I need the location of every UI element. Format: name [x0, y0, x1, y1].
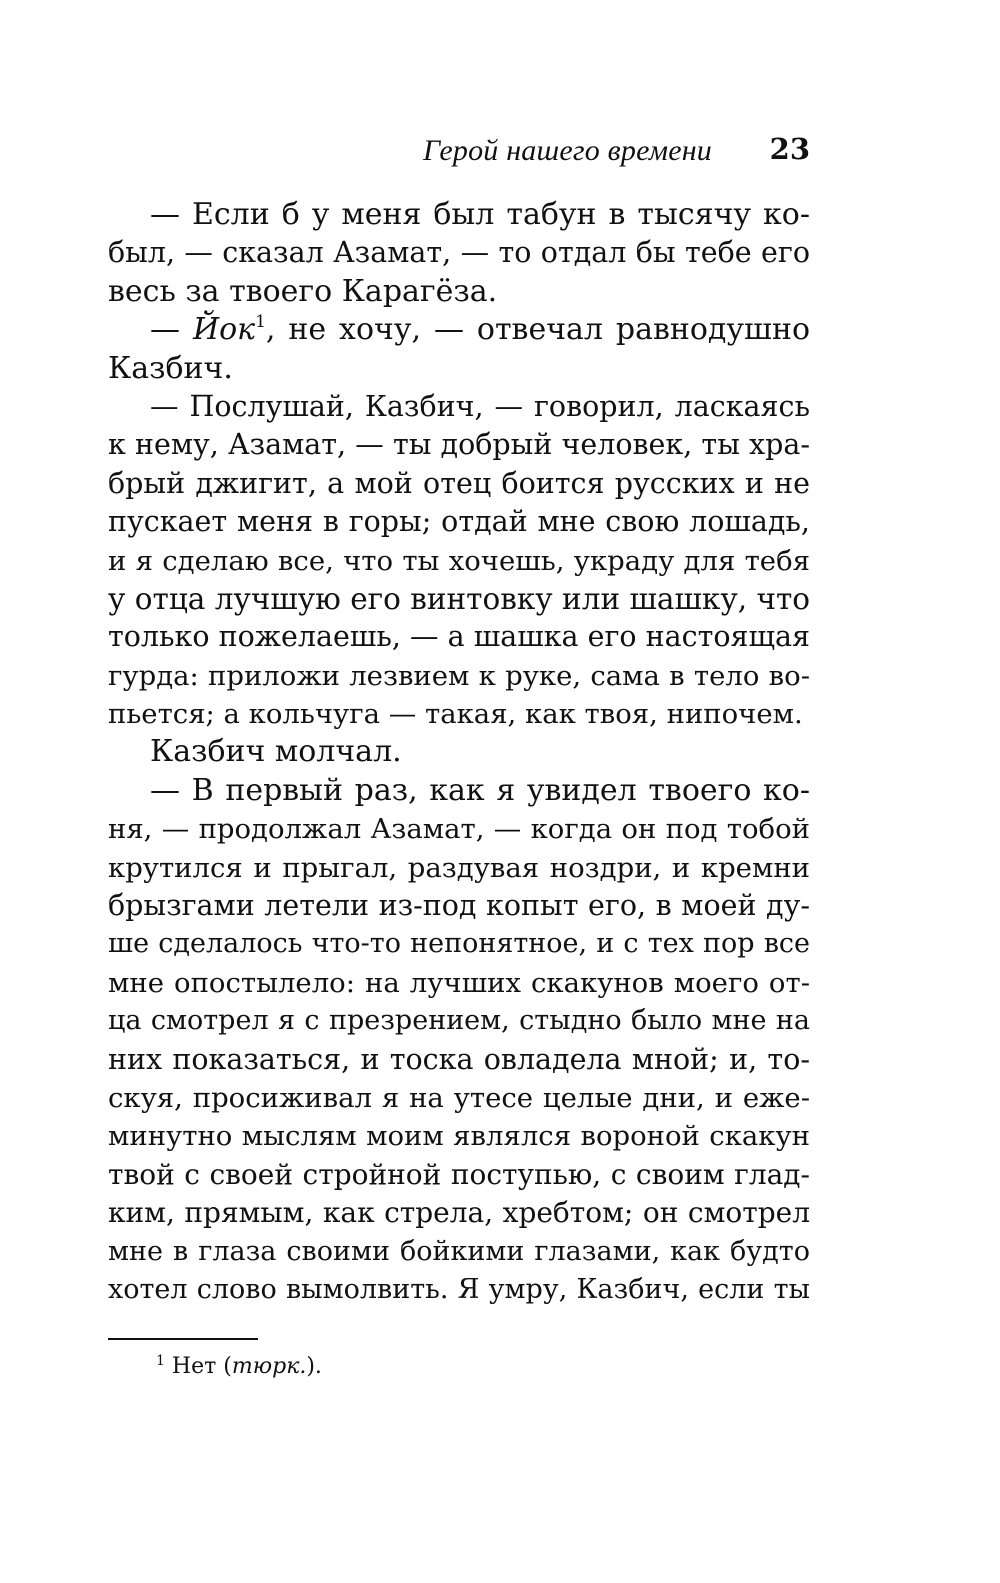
- text-line: ня, — продолжал Азамат, — когда он под тобой: [108, 813, 810, 846]
- running-header: [108, 130, 810, 174]
- text-line: весь за твоего Карагёза.: [108, 273, 498, 309]
- text-line: [108, 311, 810, 349]
- paragraph-5: [108, 772, 810, 1309]
- text-line: твой с своей стройной поступью, с своим глад-: [108, 1157, 810, 1191]
- paragraph-2: [108, 311, 810, 388]
- paragraph-3: [108, 388, 810, 734]
- page-number: 23: [769, 132, 810, 166]
- text-line: у отца лучшую его винтовку или шашку, что: [108, 581, 811, 616]
- text-line: хотел слово вымолвить. Я умру, Казбич, если ты: [108, 1273, 810, 1305]
- text-run: , не хочу, — отвечал равнодушно: [265, 312, 810, 348]
- text-line: — Послушай, Казбич, — говорил, ласкаясь: [150, 389, 810, 423]
- text-line: Казбич молчал.: [150, 734, 402, 770]
- text-line: Казбич.: [108, 350, 233, 386]
- text-line: и я сделаю все, что ты хочешь, украду для тебя: [108, 544, 810, 577]
- text-line: ца смотрел я с презрением, стыдно было мне на: [108, 1005, 810, 1037]
- text-line: был, — сказал Азамат, — то отдал бы тебе его: [108, 236, 810, 270]
- footnote-text: Нет (: [164, 1354, 232, 1379]
- footnote: [156, 1352, 322, 1382]
- text-line: к нему, Азамат, — ты добрый человек, ты хра-: [108, 428, 810, 462]
- text-line: — Если б у меня был табун в тысячу ко-: [150, 197, 810, 232]
- text-line: брызгами летели из-под копыт его, в моей ду-: [108, 889, 810, 923]
- text-line: только пожелаешь, — а шашка его настоящая: [108, 620, 810, 654]
- text-line: пускает меня в горы; отдай мне свою лошадь,: [108, 505, 810, 539]
- footnote-text-end: ).: [306, 1354, 322, 1379]
- paragraph-4: [108, 733, 810, 771]
- text-line: гурда: приложи лезвием к руке, сама в тело во-: [108, 659, 810, 692]
- running-title: Герой нашего времени: [423, 134, 712, 167]
- text-line: крутился и прыгал, раздувая ноздри, и кремни: [108, 851, 810, 884]
- footnote-italic: тюрк.: [231, 1354, 307, 1379]
- italic-word: Йок: [192, 312, 256, 348]
- text-line: брый джигит, а мой отец боится русских и не: [108, 466, 810, 500]
- text-line: ким, прямым, как стрела, хребтом; он смотрел: [108, 1196, 810, 1230]
- text-line: мне в глаза своими бойкими глазами, как будто: [108, 1235, 810, 1267]
- text-line: пьется; а кольчуга — такая, как твоя, нипочем.: [108, 698, 803, 731]
- dash: —: [150, 312, 193, 348]
- text-line: мне опостылело: на лучших скакунов моего от-: [108, 966, 810, 999]
- body-text: [108, 196, 810, 1309]
- text-line: минутно мыслям моим являлся вороной скакун: [108, 1120, 810, 1153]
- paragraph-1: [108, 196, 810, 311]
- footnote-divider: [108, 1338, 258, 1340]
- text-line: них показаться, и тоска овладела мной; и, то-: [108, 1042, 810, 1076]
- footnote-reference[interactable]: 1: [255, 312, 266, 333]
- footnote-marker: 1: [156, 1353, 165, 1369]
- text-line: — В первый раз, как я увидел твоего ко-: [150, 772, 810, 808]
- text-line: скуя, просиживал я на утесе целые дни, и еже-: [108, 1081, 810, 1114]
- text-line: ше сделалось что-то непонятное, и с тех пор все: [108, 928, 810, 960]
